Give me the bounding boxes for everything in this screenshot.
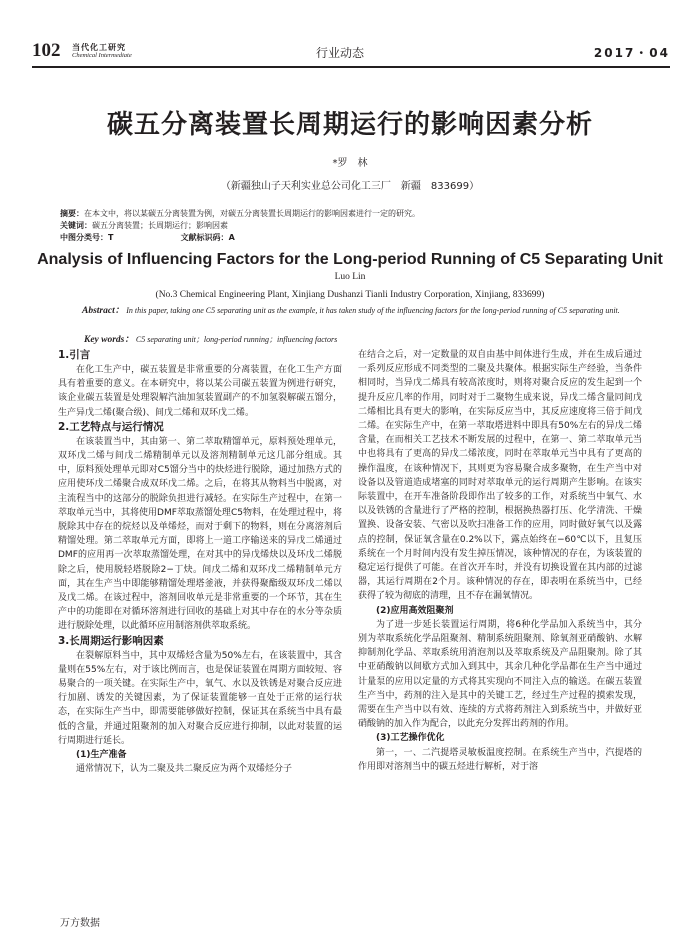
left-column <box>58 348 342 776</box>
paragraph: 第一，一、二汽提塔灵敏板温度控制。在系统生产当中，汽提塔的作用即对溶剂当中的碳五烃进行解析，对于溶 <box>358 747 642 772</box>
clc-label: 中图分类号： <box>60 233 108 242</box>
subsection-heading: (2)应用高效阻聚剂 <box>376 605 454 616</box>
keywords-en-label: Key words <box>84 335 125 345</box>
abstract-label: 摘要： <box>60 209 84 218</box>
subsection-heading: (1)生产准备 <box>76 750 127 761</box>
keywords-en: C5 separating unit；long-period running；influencing factors <box>135 335 338 344</box>
paragraph: 在裂解原料当中，其中双烯烃含量为50%左右，在该装置中，其含量则在55%左右，对于该比例而言，也是保证装置在周期方面较短、容易聚合的一项关键。在实际生产中，氧气、水以及铁锈是对聚合反应进行加剧、诱发的关键因素，为了保证装置能够一直处于正常的运行状态，在实际生产当中，即需要能够做好控制，保证其在系统当中具有最低的含量，并通过阻聚剂的加入对聚合反应进行抑制，以此对装置的运行周期进行延长。 <box>58 650 342 746</box>
doc-code-value: A <box>228 233 235 242</box>
subsection-heading: (3)工艺操作优化 <box>376 733 445 744</box>
journal-name-en: Chemical Intermediate <box>72 52 132 59</box>
section-heading-process: 2.工艺特点与运行情况 <box>58 420 164 433</box>
abstract-en: In this paper, taking one C5 separating unit as the example, it has taken study of the influencing factors for the long-period running of C5 separating unit. <box>126 306 620 315</box>
abstract-en-block: Abstract： In this paper, taking one C5 separating unit as the example, it has taken study of the influencing factors for the long-period running of C5 separating unit. <box>82 306 620 316</box>
section-heading-intro: 1.引言 <box>58 349 91 361</box>
abstract-en-label: Abstract <box>82 306 115 316</box>
author-cn: *罗 林 <box>332 158 368 169</box>
right-column <box>358 348 642 774</box>
section-name: 行业动态 <box>316 46 365 60</box>
clc-value: T <box>108 233 114 242</box>
footer-watermark: 万方数据 <box>60 918 100 929</box>
paragraph: 在结合之后，对一定数量的双自由基中间体进行生成，并在生成后通过一系列反应形成不同类型的二聚及共聚体。根据实际生产经验，当条件相同时，当异戊二烯具有较高浓度时，则将对聚合反应的发生起到一个提升反应几率的作用，同时对于二聚物生成来说，异戊二烯含量同间戊二烯相比具有更大的影响，在实际反应当中，其反应速度将三倍于间戊二烯。在实际生产中，在第一萃取塔进料中即具有50%左右的异戊二烯含量，在而相关工艺技术不断发展的过程中，在第一、第二萃取单元当中也将具有了更高的异戊二烯浓度，同时在萃取单元当中具有了更高的操作温度，在该种情况下，其则更为容易聚合成多聚物，在生产当中对设备以及管道造成堵塞的同时对萃取单元的运行周期产生影响。在该实际装置中，在开车准备阶段即作出了较多的工作，对系统当中氧气、水以及铁锈的含量进行了严格的控制，根据换热器打压、化学清洗、干燥置换、设备安装、气密以及吹扫准备工作的应用，同时做好氧气以及露点的控制，保证氧含量在0.2%以下，露点始终在−60℃以下，且复压系统在一个月时间内没有发生掉压情况，该种情况的存在，为该装置的稳定运行提供了可能。在首次开车时，并没有切换设置在其内部的过滤器，其运行周期在2个月。该种情况的存在，即表明在系统当中，已经获得了较为彻底的清理，且不存在漏氧情况。 <box>358 350 642 602</box>
paragraph: 在该装置当中，其由第一、第二萃取精馏单元，原料预处理单元，双环戊二烯与间戊二烯精制单元以及溶剂精制单元这几部分组成。其中，原料预处理单元即对C5馏分当中的炔烃进行脱除，通过加热方式的应用使环戊二烯聚合成双环戊二烯。之后，在将其从物料当中脱离，对主流程当中的这部分的脱除负担进行减轻。在实际生产过程中，在第一萃取单元当中，其将使用DMF萃取蒸馏处理C5物料，在处理过程中，将脱除其中存在的烷烃以及单烯烃，而对于剩下的物料，则在分离溶剂后精馏处理。第二萃取单元方面，即将上一道工序输送来的异戊二烯通过DMF的应用再一次萃取蒸馏处理，在对其中的异戊烯炔以及环戊二烯脱除之后，使用脱轻塔脱除2−丁炔。间戊二烯和双环戊二烯精制单元方面，其在生产当中即能够精馏处理塔釜液，并获得聚酯级双环戊二烯以及戊二烯。在该过程中，溶剂回收单元是非常重要的一个环节，其在生产中的功能即在对循环溶剂进行回收的基础上对其中存在的水分等杂质进行脱除处理，以此循环应用制溶剂供萃取系统。 <box>58 436 342 632</box>
keywords-cn: 碳五分离装置；长周期运行；影响因素 <box>92 221 228 230</box>
header-divider <box>32 66 670 68</box>
affiliation-cn: （新疆独山子天利实业总公司化工三厂 新疆 833699） <box>220 181 480 192</box>
keywords-cn-line <box>60 220 660 232</box>
paragraph: 通常情况下，认为二聚及共二聚反应为两个双烯烃分子 <box>76 764 293 775</box>
classification-line <box>60 232 660 244</box>
paragraph: 在化工生产中，碳五装置是非常重要的分离装置，在化工生产方面具有着重要的意义。在本研究中，将以某公司碳五装置为例进行研究，该企业碳五装置是处理裂解汽油加氢装置副产的不加氢裂解碳五馏分，生产异戊二烯(聚合级)、间戊二烯和双环戊二烯。 <box>58 365 342 418</box>
doc-code-label: 文献标识码： <box>180 233 229 242</box>
abstract-cn-line <box>60 208 660 220</box>
page-header <box>32 40 670 64</box>
issue-label: 2017・04 <box>593 46 670 60</box>
page-number: 102 <box>32 40 61 61</box>
keywords-label: 关键词： <box>60 221 92 230</box>
article-title-en: Analysis of Influencing Factors for the Long-period Running of C5 Separating Unit <box>37 251 663 268</box>
paragraph: 为了进一步延长装置运行周期，将6种化学品加入系统当中，其分别为萃取系统化学品阻聚剂、精制系统阻聚剂、除氧剂亚硝酸钠、水解抑制剂化学品、萃取系统用消泡剂以及萃取系统及产品阻聚剂。除了其中亚硝酸钠以间歇方式加入到其中，其余几种化学品都在生产当中通过计量泵的应用以定量的方式将其实现向不同注入点的输送。在碳五装置生产当中，药剂的注入是其中的关键工艺，经过生产过程的摸索发现，需要在生产当中以有效、连续的方式将药剂注入到系统当中，并做好亚硝酸钠的加入作为配合，以此充分发挥出药剂的作用。 <box>358 619 642 730</box>
affiliation-en: (No.3 Chemical Engineering Plant, Xinjiang Dushanzi Tianli Industry Corporation, Xinjiang, 833699) <box>155 290 545 300</box>
author-en: Luo Lin <box>334 272 366 282</box>
abstract-cn: 在本文中，将以某碳五分离装置为例，对碳五分离装置长周期运行的影响因素进行一定的研究。 <box>84 209 420 218</box>
article-title-cn: 碳五分离装置长周期运行的影响因素分析 <box>106 110 593 140</box>
abstract-block-cn <box>60 208 660 244</box>
keywords-en-line: Key words： C5 separating unit；long-period running；influencing factors <box>84 335 338 345</box>
section-heading-factors: 3.长周期运行影响因素 <box>58 634 164 647</box>
journal-name-cn: 当代化工研究 <box>72 43 126 52</box>
